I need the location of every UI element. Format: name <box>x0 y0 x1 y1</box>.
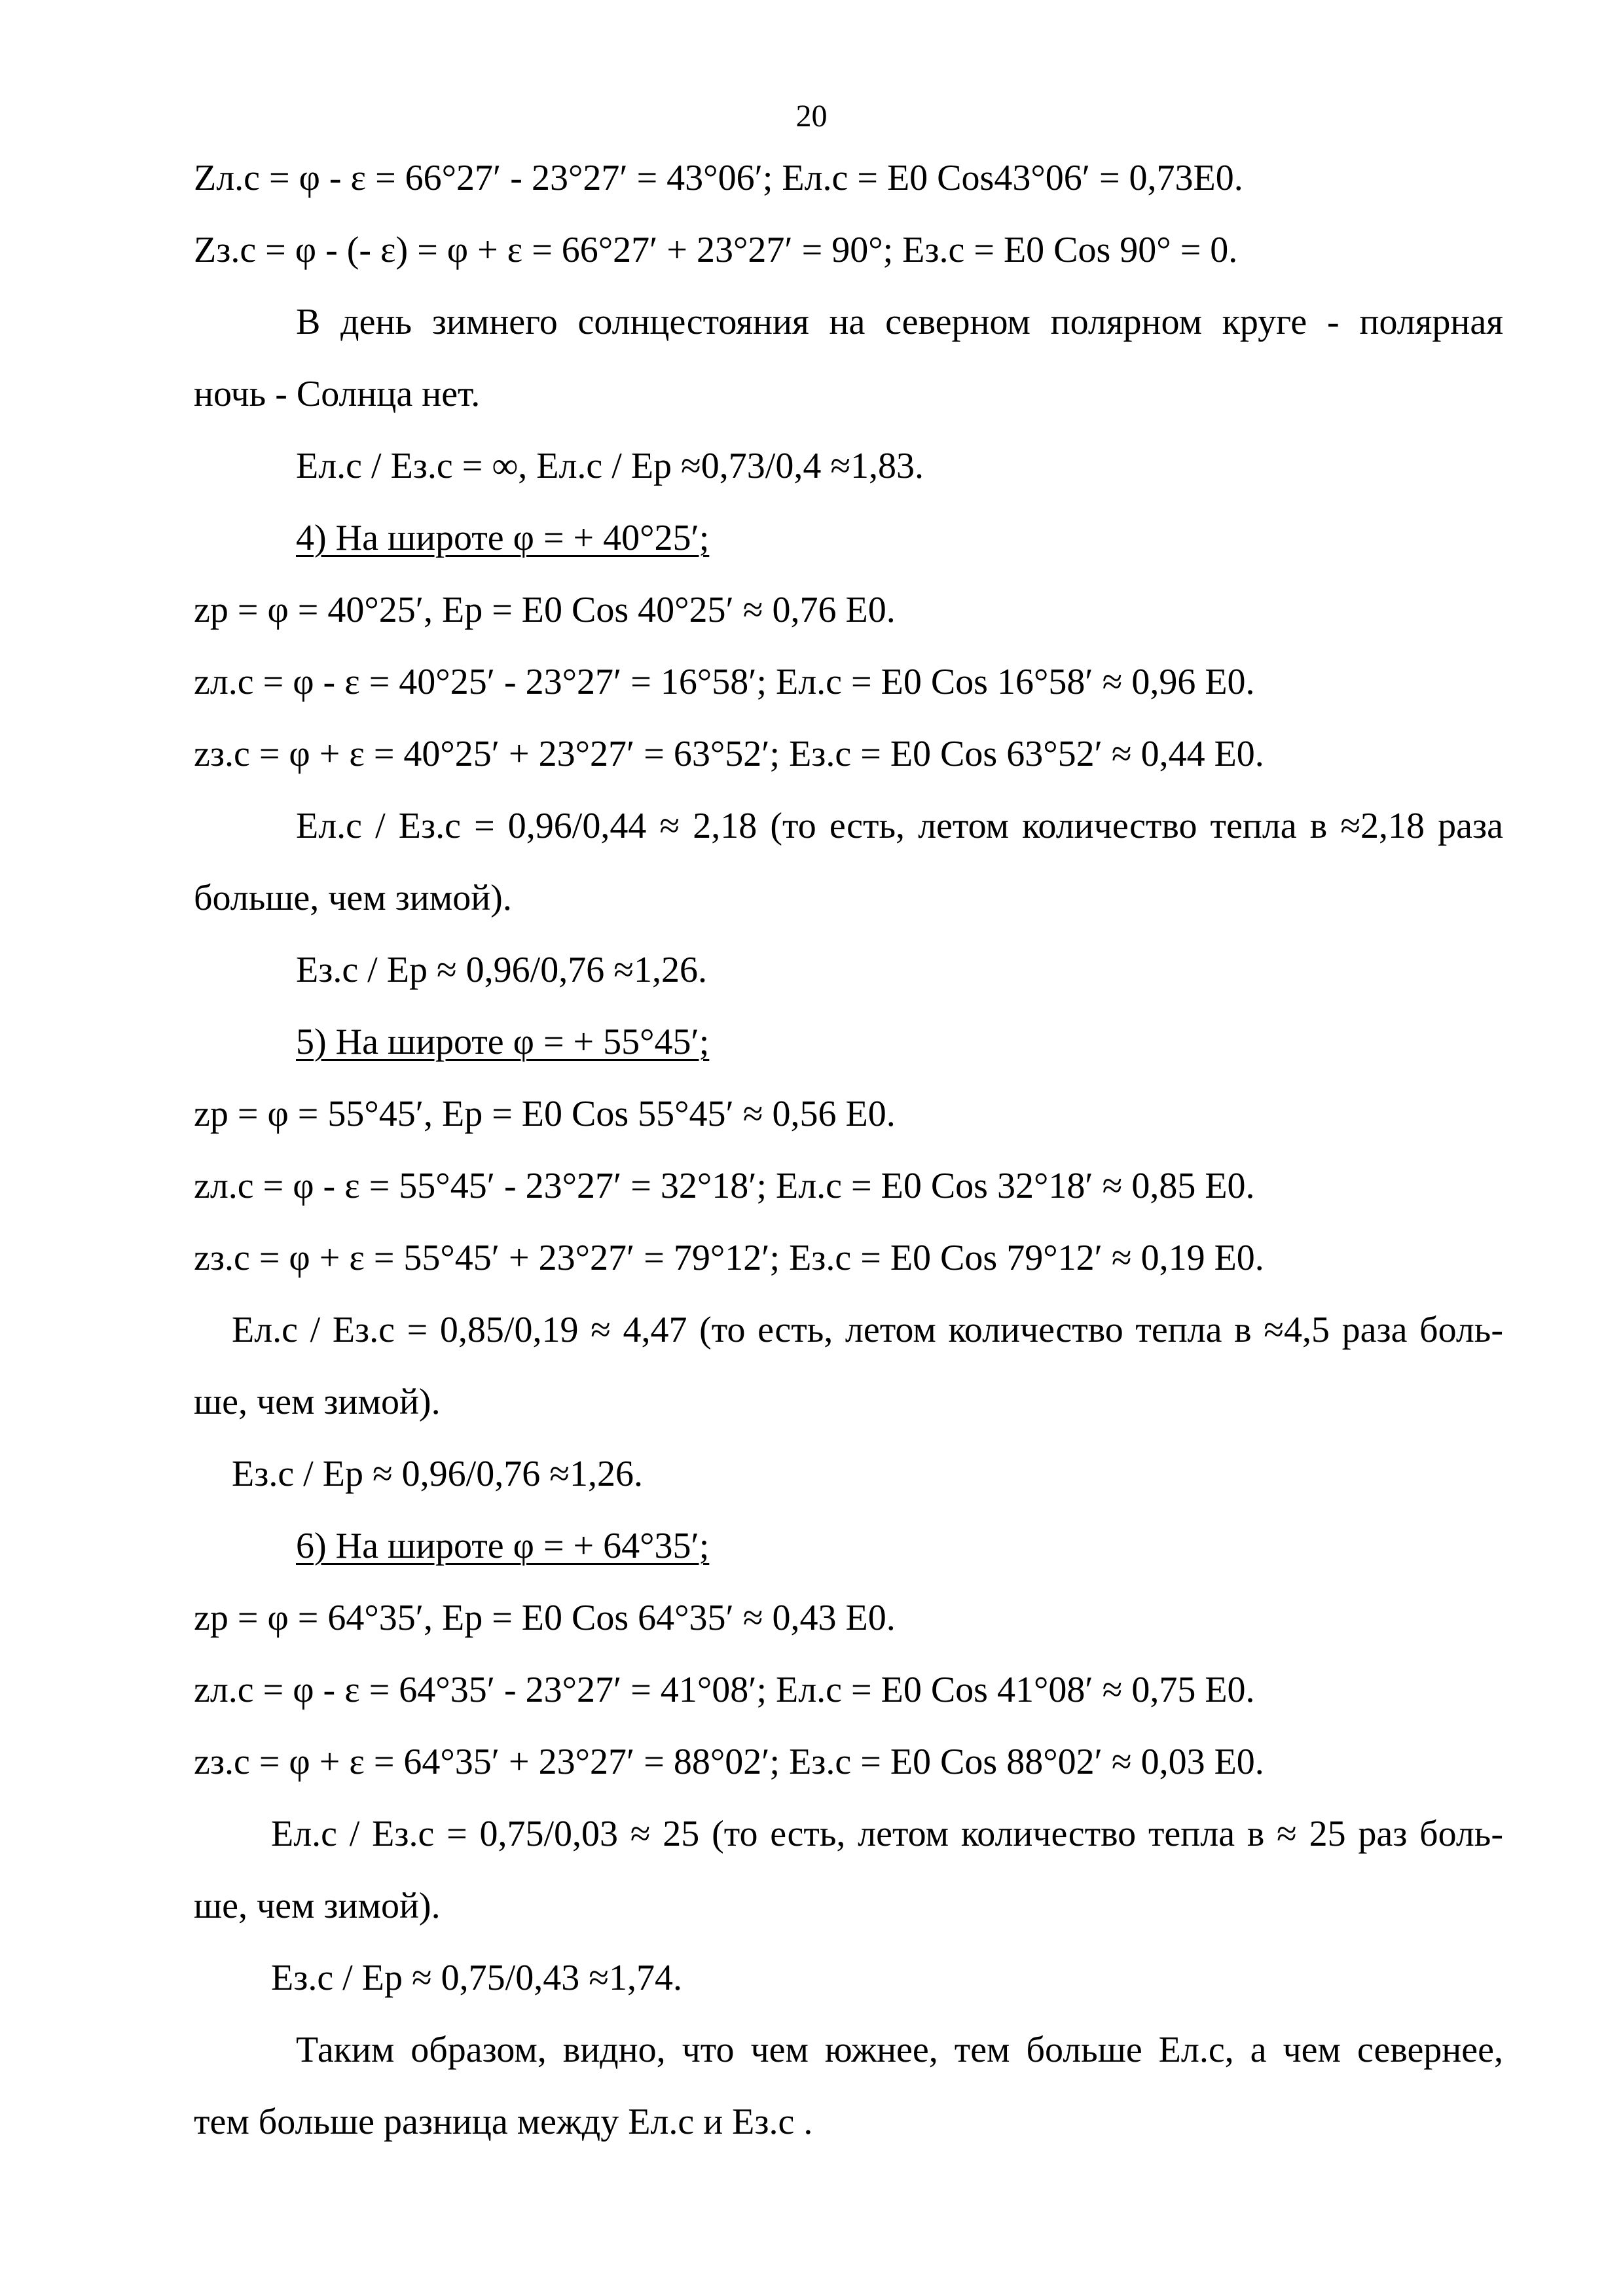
formula-line: zл.с = φ - ε = 40°25′ - 23°27′ = 16°58′; Eл.с = E0 Cos 16°58′ ≈ 0,96 E0. <box>194 662 1255 702</box>
formula-line: Eз.с / Ep ≈ 0,96/0,76 ≈1,26. <box>296 950 707 990</box>
section-heading: 4) На широте φ = + 40°25′; <box>296 518 710 558</box>
paragraph-line: Eл.с / Eз.с = 0,75/0,03 ≈ 25 (то есть, летом количество тепла в ≈ 25 раз боль- <box>271 1814 1503 1854</box>
paragraph-line: Таким образом, видно, что чем южнее, тем больше Eл.с, а чем севернее, <box>296 2030 1503 2070</box>
paragraph-line: В день зимнего солнцестояния на северном полярном круге - полярная <box>296 302 1503 342</box>
paragraph-line: ше, чем зимой). <box>194 1886 441 1926</box>
section-heading: 6) На широте φ = + 64°35′; <box>296 1526 710 1566</box>
page-number: 20 <box>795 99 828 134</box>
paragraph-line: больше, чем зимой). <box>194 878 512 918</box>
paragraph-line: тем больше разница между Eл.с и Eз.с . <box>194 2102 813 2142</box>
formula-line: zз.с = φ + ε = 40°25′ + 23°27′ = 63°52′; Eз.с = E0 Cos 63°52′ ≈ 0,44 E0. <box>194 734 1264 774</box>
paragraph-line: ше, чем зимой). <box>194 1382 441 1422</box>
paragraph-line: Eл.с / Eз.с = 0,85/0,19 ≈ 4,47 (то есть, летом количество тепла в ≈4,5 раза боль- <box>232 1310 1503 1350</box>
paragraph-line: Eл.с / Eз.с = 0,96/0,44 ≈ 2,18 (то есть, летом количество тепла в ≈2,18 раза <box>296 806 1503 846</box>
formula-line: zp = φ = 40°25′, Ep = E0 Cos 40°25′ ≈ 0,76 E0. <box>194 590 896 630</box>
formula-line: zp = φ = 64°35′, Ep = E0 Cos 64°35′ ≈ 0,43 E0. <box>194 1598 896 1638</box>
formula-line: Eз.с / Ep ≈ 0,96/0,76 ≈1,26. <box>232 1454 643 1494</box>
formula-line: Eл.с / Eз.с = ∞, Eл.с / Ep ≈0,73/0,4 ≈1,83. <box>296 446 924 486</box>
formula-line: Zл.с = φ - ε = 66°27′ - 23°27′ = 43°06′; Eл.с = E0 Cos43°06′ = 0,73E0. <box>194 158 1243 198</box>
formula-line: zл.с = φ - ε = 64°35′ - 23°27′ = 41°08′; Eл.с = E0 Cos 41°08′ ≈ 0,75 E0. <box>194 1670 1255 1710</box>
formula-line: zз.с = φ + ε = 64°35′ + 23°27′ = 88°02′; Eз.с = E0 Cos 88°02′ ≈ 0,03 E0. <box>194 1742 1264 1782</box>
formula-line: Zз.с = φ - (- ε) = φ + ε = 66°27′ + 23°27′ = 90°; Eз.с = E0 Cos 90° = 0. <box>194 230 1238 270</box>
formula-line: zз.с = φ + ε = 55°45′ + 23°27′ = 79°12′; Eз.с = E0 Cos 79°12′ ≈ 0,19 E0. <box>194 1238 1264 1278</box>
formula-line: zp = φ = 55°45′, Ep = E0 Cos 55°45′ ≈ 0,56 E0. <box>194 1094 896 1134</box>
formula-line: Eз.с / Ep ≈ 0,75/0,43 ≈1,74. <box>271 1958 682 1998</box>
section-heading: 5) На широте φ = + 55°45′; <box>296 1022 710 1062</box>
paragraph-line: ночь - Солнца нет. <box>194 374 481 414</box>
formula-line: zл.с = φ - ε = 55°45′ - 23°27′ = 32°18′; Eл.с = E0 Cos 32°18′ ≈ 0,85 E0. <box>194 1166 1255 1206</box>
